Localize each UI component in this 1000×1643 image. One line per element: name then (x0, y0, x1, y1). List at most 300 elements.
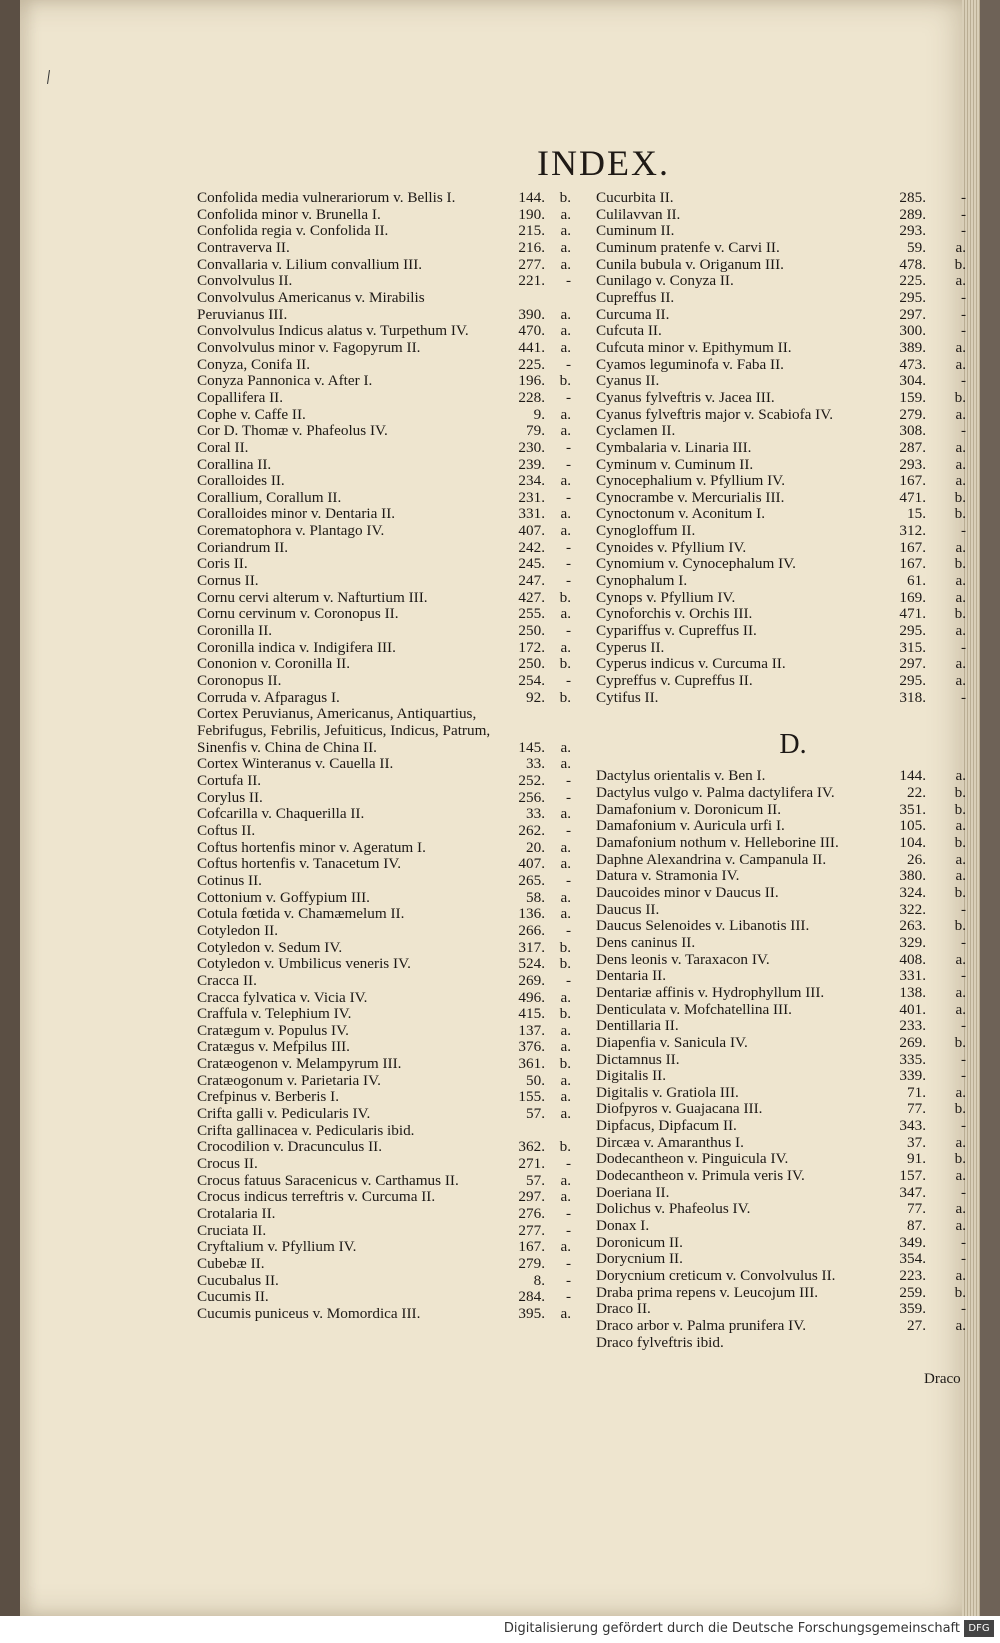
entry-column-letter: - (960, 638, 966, 656)
entry-page: 58. (526, 888, 545, 906)
entry-page: 250. (518, 655, 545, 673)
entry-page: 351. (899, 800, 926, 818)
index-entry (197, 656, 575, 673)
entry-term: Daphne Alexandrina v. Campanula II. (596, 850, 827, 868)
entry-page: 415. (518, 1005, 545, 1023)
entry-column-letter: - (960, 305, 966, 323)
entry-column-letter: a. (560, 1171, 571, 1189)
entry-column-letter: - (565, 355, 571, 373)
entry-column-letter: - (565, 538, 571, 556)
entry-term: Cyanus II. (596, 372, 660, 390)
index-entry (596, 373, 970, 390)
entry-term: Draco arbor v. Palma prunifera IV. (596, 1317, 807, 1334)
index-entry (197, 190, 575, 207)
entry-column-letter: - (565, 1288, 571, 1306)
index-entry (197, 240, 575, 257)
entry-column-letter: - (565, 788, 571, 806)
index-entry (197, 1206, 575, 1223)
entry-page: 297. (518, 1188, 545, 1206)
index-entry (596, 1151, 970, 1168)
entry-page: 159. (899, 388, 926, 406)
entry-term: Convolvulus II. (197, 272, 293, 290)
entry-term: Convolvulus Americanus v. Mirabilis Peruvianus III. (197, 288, 425, 323)
entry-page: 145. (518, 738, 545, 756)
entry-term: Crocodilion v. Dracunculus II. (197, 1138, 383, 1156)
entry-term: Copallifera II. (197, 388, 284, 406)
entry-page: 279. (518, 1255, 545, 1272)
entry-page: 361. (518, 1055, 545, 1073)
index-entry (197, 440, 575, 457)
index-entry (197, 1306, 575, 1323)
index-entry (596, 190, 970, 207)
entry-term: Cofcarilla v. Chaquerilla II. (197, 805, 365, 823)
index-entry (596, 640, 970, 657)
book-gutter (0, 0, 22, 1616)
entry-column-letter: a. (955, 1083, 966, 1101)
index-column-right (596, 190, 970, 1351)
index-entry (197, 823, 575, 840)
entry-column-letter: b. (559, 588, 571, 606)
entry-column-letter: a. (955, 355, 966, 373)
entry-column-letter: - (565, 871, 571, 889)
index-entry (197, 473, 575, 490)
index-entry (197, 1073, 575, 1090)
entry-page: 297. (899, 305, 926, 323)
entry-column-letter: a. (955, 622, 966, 640)
page-title: INDEX. (537, 143, 670, 183)
entry-term: Cuminum II. (596, 222, 675, 240)
entry-term: Cotyledon II. (197, 921, 278, 939)
entry-column-letter: - (960, 422, 966, 440)
entry-column-letter: a. (955, 272, 966, 290)
index-entry (596, 1018, 970, 1035)
entry-page: 295. (899, 672, 926, 690)
entry-term: Cor D. Thomæ v. Phafeolus IV. (197, 422, 388, 440)
entry-column-letter: a. (560, 905, 571, 923)
entry-page: 322. (899, 900, 926, 918)
entry-page: 407. (518, 522, 545, 540)
entry-column-letter: - (565, 971, 571, 989)
entry-column-letter: a. (955, 672, 966, 690)
index-entry (596, 1318, 970, 1335)
entry-page: 343. (899, 1117, 926, 1135)
entry-page: 293. (899, 222, 926, 240)
index-entry (197, 623, 575, 640)
entry-term: Damafonium nothum v. Helleborine III. (596, 833, 839, 851)
entry-page: 50. (526, 1071, 545, 1089)
entry-page: 77. (907, 1100, 926, 1118)
entry-column-letter: a. (955, 1317, 966, 1334)
entry-term: Diofpyros v. Guajacana III. (596, 1100, 763, 1118)
entry-column-letter: a. (955, 655, 966, 673)
entry-page: 471. (899, 605, 926, 623)
entry-term: Cornu cervi alterum v. Nafturtium III. (197, 588, 428, 606)
index-entry (197, 373, 575, 390)
index-entry (596, 1251, 970, 1268)
index-entry (596, 952, 970, 969)
entry-term: Cynoforchis v. Orchis III. (596, 605, 753, 623)
entry-column-letter: a. (560, 1071, 571, 1089)
entry-column-letter: - (960, 967, 966, 985)
index-entry (596, 1118, 970, 1135)
entry-column-letter: a. (955, 1200, 966, 1218)
entry-term: Cratægus v. Mefpilus III. (197, 1038, 350, 1056)
entry-term: Draco II. (596, 1300, 651, 1318)
entry-term: Dictamnus II. (596, 1050, 680, 1068)
entry-column-letter: a. (955, 1167, 966, 1185)
entry-term: Dactylus orientalis v. Ben I. (596, 767, 766, 785)
entry-term: Cunila bubula v. Origanum III. (596, 255, 784, 273)
index-entry (197, 756, 575, 773)
entry-column-letter: b. (559, 189, 571, 206)
entry-page: 389. (899, 338, 926, 356)
entry-column-letter: b. (954, 488, 966, 506)
index-entry (596, 1052, 970, 1069)
entry-column-letter: - (960, 1050, 966, 1068)
entry-column-letter: b. (559, 1055, 571, 1073)
entry-column-letter: a. (560, 738, 571, 756)
entry-term: Cotyledon v. Sedum IV. (197, 938, 343, 956)
index-entry (596, 902, 970, 919)
entry-page: 263. (899, 917, 926, 935)
entry-term: Cynops v. Pfyllium IV. (596, 588, 736, 606)
index-entry (596, 223, 970, 240)
index-entry (197, 1039, 575, 1056)
entry-page: 395. (518, 1304, 545, 1322)
entry-column-letter: - (960, 1183, 966, 1201)
entry-page: 308. (899, 422, 926, 440)
entry-page: 277. (518, 1221, 545, 1239)
entry-page: 265. (518, 871, 545, 889)
entry-column-letter: b. (559, 1138, 571, 1156)
index-entry (197, 706, 575, 756)
entry-page: 144. (899, 767, 926, 785)
entry-column-letter: a. (560, 238, 571, 256)
entry-term: Dens leonis v. Taraxacon IV. (596, 950, 770, 968)
entry-column-letter: - (960, 1250, 966, 1268)
entry-term: Cynophalum I. (596, 572, 688, 590)
entry-page: 473. (899, 355, 926, 373)
entry-column-letter: a. (955, 817, 966, 835)
index-entry (197, 673, 575, 690)
entry-column-letter: a. (560, 222, 571, 240)
entry-column-letter: - (960, 1067, 966, 1085)
entry-term: Cunilago v. Conyza II. (596, 272, 734, 290)
entry-column-letter: a. (955, 588, 966, 606)
entry-column-letter: - (565, 488, 571, 506)
entry-term: Coronilla II. (197, 622, 273, 640)
entry-term: Crifta gallinacea v. Pedicularis ibid. (197, 1121, 415, 1139)
entry-column-letter: - (565, 1271, 571, 1289)
entry-term: Cymbalaria v. Linaria III. (596, 438, 752, 456)
entry-term: Culilavvan II. (596, 205, 681, 223)
entry-column-letter: a. (560, 1304, 571, 1322)
index-entry (596, 457, 970, 474)
entry-column-letter: a. (955, 338, 966, 356)
entry-page: 427. (518, 588, 545, 606)
entry-page: 471. (899, 488, 926, 506)
entry-column-letter: - (565, 771, 571, 789)
index-entry (197, 556, 575, 573)
entry-column-letter: - (960, 322, 966, 340)
entry-page: 284. (518, 1288, 545, 1306)
entry-term: Cynocephalium v. Pfyllium IV. (596, 472, 785, 490)
entry-page: 287. (899, 438, 926, 456)
entry-term: Cucumis II. (197, 1288, 269, 1306)
index-entry (596, 818, 970, 835)
entry-term: Daucus II. (596, 900, 660, 918)
entry-term: Cotyledon v. Umbilicus veneris IV. (197, 955, 411, 973)
entry-column-letter: a. (560, 805, 571, 823)
entry-column-letter: a. (955, 455, 966, 473)
entry-term: Cynomium v. Cynocephalum IV. (596, 555, 796, 573)
entry-page: 318. (899, 688, 926, 706)
entry-term: Cruciata II. (197, 1221, 267, 1239)
index-entry (197, 606, 575, 623)
index-entry (596, 307, 970, 324)
entry-page: 293. (899, 455, 926, 473)
entry-page: 223. (899, 1267, 926, 1285)
entry-page: 256. (518, 788, 545, 806)
entry-column-letter: a. (560, 1188, 571, 1206)
entry-column-letter: - (565, 388, 571, 406)
index-entry (197, 940, 575, 957)
entry-column-letter: b. (954, 800, 966, 818)
entry-page: 245. (518, 555, 545, 573)
entry-column-letter: b. (954, 1033, 966, 1051)
entry-page: 300. (899, 322, 926, 340)
entry-page: 376. (518, 1038, 545, 1056)
index-entry (197, 1139, 575, 1156)
entry-term: Cucumis puniceus v. Momordica III. (197, 1304, 421, 1322)
catchword: Draco (924, 1371, 961, 1387)
entry-column-letter: b. (559, 955, 571, 973)
index-entry (197, 540, 575, 557)
entry-term: Cyanus fylveftris major v. Scabiofa IV. (596, 405, 834, 423)
entry-column-letter: - (960, 1300, 966, 1318)
entry-page: 380. (899, 867, 926, 885)
entry-page: 233. (899, 1017, 926, 1035)
index-entry (197, 1156, 575, 1173)
entry-column-letter: - (960, 189, 966, 206)
entry-page: 33. (526, 755, 545, 773)
entry-term: Damafonium v. Doronicum II. (596, 800, 782, 818)
entry-column-letter: b. (954, 1150, 966, 1168)
entry-column-letter: b. (954, 388, 966, 406)
entry-page: 496. (518, 988, 545, 1006)
entry-page: 215. (518, 222, 545, 240)
entry-page: 315. (899, 638, 926, 656)
entry-column-letter: - (960, 288, 966, 306)
entry-column-letter: a. (560, 755, 571, 773)
footer-bar (0, 1616, 1000, 1643)
index-entry (596, 935, 970, 952)
entry-column-letter: - (565, 438, 571, 456)
index-entry (596, 473, 970, 490)
entry-column-letter: b. (559, 1005, 571, 1023)
entry-column-letter: a. (560, 405, 571, 423)
entry-page: 137. (518, 1021, 545, 1039)
entry-term: Cornus II. (197, 572, 259, 590)
entry-page: 221. (518, 272, 545, 290)
entry-page: 57. (526, 1105, 545, 1123)
entry-term: Confolida regia v. Confolida II. (197, 222, 389, 240)
index-entry (596, 835, 970, 852)
entry-page: 252. (518, 771, 545, 789)
entry-term: Corallium, Corallum II. (197, 488, 342, 506)
index-entry (197, 1256, 575, 1273)
entry-term: Denticulata v. Mofchatellina III. (596, 1000, 792, 1018)
entry-column-letter: - (565, 1205, 571, 1223)
entry-term: Coral II. (197, 438, 249, 456)
index-entry (596, 1218, 970, 1235)
entry-term: Contraverva II. (197, 238, 290, 256)
entry-term: Digitalis II. (596, 1067, 667, 1085)
index-entry (596, 506, 970, 523)
index-entry (197, 573, 575, 590)
entry-page: 362. (518, 1138, 545, 1156)
entry-column-letter: a. (560, 838, 571, 856)
entry-page: 269. (518, 971, 545, 989)
index-entry (197, 407, 575, 424)
entry-column-letter: - (565, 572, 571, 590)
entry-column-letter: - (565, 921, 571, 939)
entry-term: Corallina II. (197, 455, 272, 473)
index-entry (197, 1089, 575, 1106)
entry-column-letter: a. (560, 1021, 571, 1039)
index-entry (197, 207, 575, 224)
entry-term: Cryftalium v. Pfyllium IV. (197, 1238, 357, 1256)
entry-column-letter: - (565, 821, 571, 839)
entry-page: 407. (518, 855, 545, 873)
entry-term: Dentillaria II. (596, 1017, 679, 1035)
index-entry (197, 490, 575, 507)
entry-term: Cyminum v. Cuminum II. (596, 455, 754, 473)
index-entry (596, 590, 970, 607)
index-entry (197, 1189, 575, 1206)
index-entry (596, 673, 970, 690)
entry-term: Dorycnium II. (596, 1250, 683, 1268)
entry-term: Confolida media vulnerariorum v. Bellis I. (197, 189, 456, 206)
index-entry (197, 640, 575, 657)
entry-page: 401. (899, 1000, 926, 1018)
entry-column-letter: a. (955, 238, 966, 256)
entry-column-letter: - (565, 272, 571, 290)
entry-page: 331. (899, 967, 926, 985)
entry-term: Crocus fatuus Saracenicus v. Carthamus II. (197, 1171, 459, 1189)
index-entry (197, 273, 575, 290)
entry-term: Convolvulus minor v. Fagopyrum II. (197, 338, 421, 356)
entry-page: 408. (899, 950, 926, 968)
entry-column-letter: b. (954, 784, 966, 801)
index-entry (197, 457, 575, 474)
entry-term: Convallaria v. Lilium convallium III. (197, 255, 423, 273)
entry-term: Cortufa II. (197, 771, 262, 789)
entry-page: 77. (907, 1200, 926, 1218)
entry-term: Daucoides minor v Daucus II. (596, 883, 779, 901)
footer-text: Digitalisierung gefördert durch die Deutsche Forschungsgemeinschaft (503, 1621, 960, 1636)
entry-term: Doronicum II. (596, 1233, 683, 1251)
index-entry (596, 323, 970, 340)
entry-column-letter: a. (955, 1133, 966, 1151)
entry-page: 285. (899, 189, 926, 206)
index-entry (197, 1223, 575, 1240)
entry-column-letter: a. (560, 505, 571, 523)
entry-column-letter: a. (955, 472, 966, 490)
entry-page: 354. (899, 1250, 926, 1268)
entry-term: Cortex Winteranus v. Cauella II. (197, 755, 394, 773)
entry-column-letter: - (565, 555, 571, 573)
index-entry (197, 423, 575, 440)
index-entry (596, 1335, 970, 1352)
entry-term: Crifta galli v. Pedicularis IV. (197, 1105, 371, 1123)
index-entry (197, 873, 575, 890)
entry-column-letter: a. (560, 205, 571, 223)
index-entry (596, 1068, 970, 1085)
entry-column-letter: - (960, 933, 966, 951)
entry-column-letter: a. (955, 1217, 966, 1235)
entry-term: Cyperus indicus v. Curcuma II. (596, 655, 786, 673)
entry-term: Cufcuta minor v. Epithymum II. (596, 338, 792, 356)
index-entry (197, 290, 575, 323)
entry-term: Dodecantheon v. Pinguicula IV. (596, 1150, 789, 1168)
index-entry (197, 856, 575, 873)
entry-column-letter: a. (560, 322, 571, 340)
entry-page: 27. (907, 1317, 926, 1334)
entry-column-letter: a. (560, 888, 571, 906)
entry-term: Cuminum pratenfe v. Carvi II. (596, 238, 780, 256)
entry-page: 347. (899, 1183, 926, 1201)
entry-page: 169. (899, 588, 926, 606)
entry-column-letter: - (565, 1221, 571, 1239)
entry-term: Crefpinus v. Berberis I. (197, 1088, 339, 1106)
index-entry (197, 1239, 575, 1256)
entry-page: 8. (533, 1271, 545, 1289)
entry-page: 167. (899, 555, 926, 573)
index-entry (596, 440, 970, 457)
entry-term: Cucurbita II. (596, 189, 674, 206)
entry-column-letter: b. (559, 372, 571, 390)
entry-column-letter: a. (955, 867, 966, 885)
index-entry (596, 556, 970, 573)
entry-page: 92. (526, 688, 545, 706)
index-entry (596, 785, 970, 802)
entry-column-letter: - (960, 222, 966, 240)
entry-term: Cupreffus II. (596, 288, 675, 306)
index-entry (596, 1235, 970, 1252)
index-entry (596, 768, 970, 785)
index-entry (596, 290, 970, 307)
entry-term: Crocus II. (197, 1155, 258, 1173)
entry-column-letter: a. (560, 522, 571, 540)
entry-term: Cornu cervinum v. Coronopus II. (197, 605, 399, 623)
index-entry (596, 885, 970, 902)
index-entry (596, 490, 970, 507)
entry-column-letter: - (960, 205, 966, 223)
entry-term: Cynocrambe v. Mercurialis III. (596, 488, 785, 506)
index-entry (596, 606, 970, 623)
entry-page: 20. (526, 838, 545, 856)
entry-term: Cononion v. Coronilla II. (197, 655, 350, 673)
entry-column-letter: a. (955, 405, 966, 423)
entry-page: 37. (907, 1133, 926, 1151)
entry-page: 295. (899, 622, 926, 640)
entry-page: 234. (518, 472, 545, 490)
entry-term: Cufcuta II. (596, 322, 662, 340)
entry-column-letter: a. (955, 1267, 966, 1285)
entry-column-letter: - (960, 688, 966, 706)
index-entry (197, 340, 575, 357)
